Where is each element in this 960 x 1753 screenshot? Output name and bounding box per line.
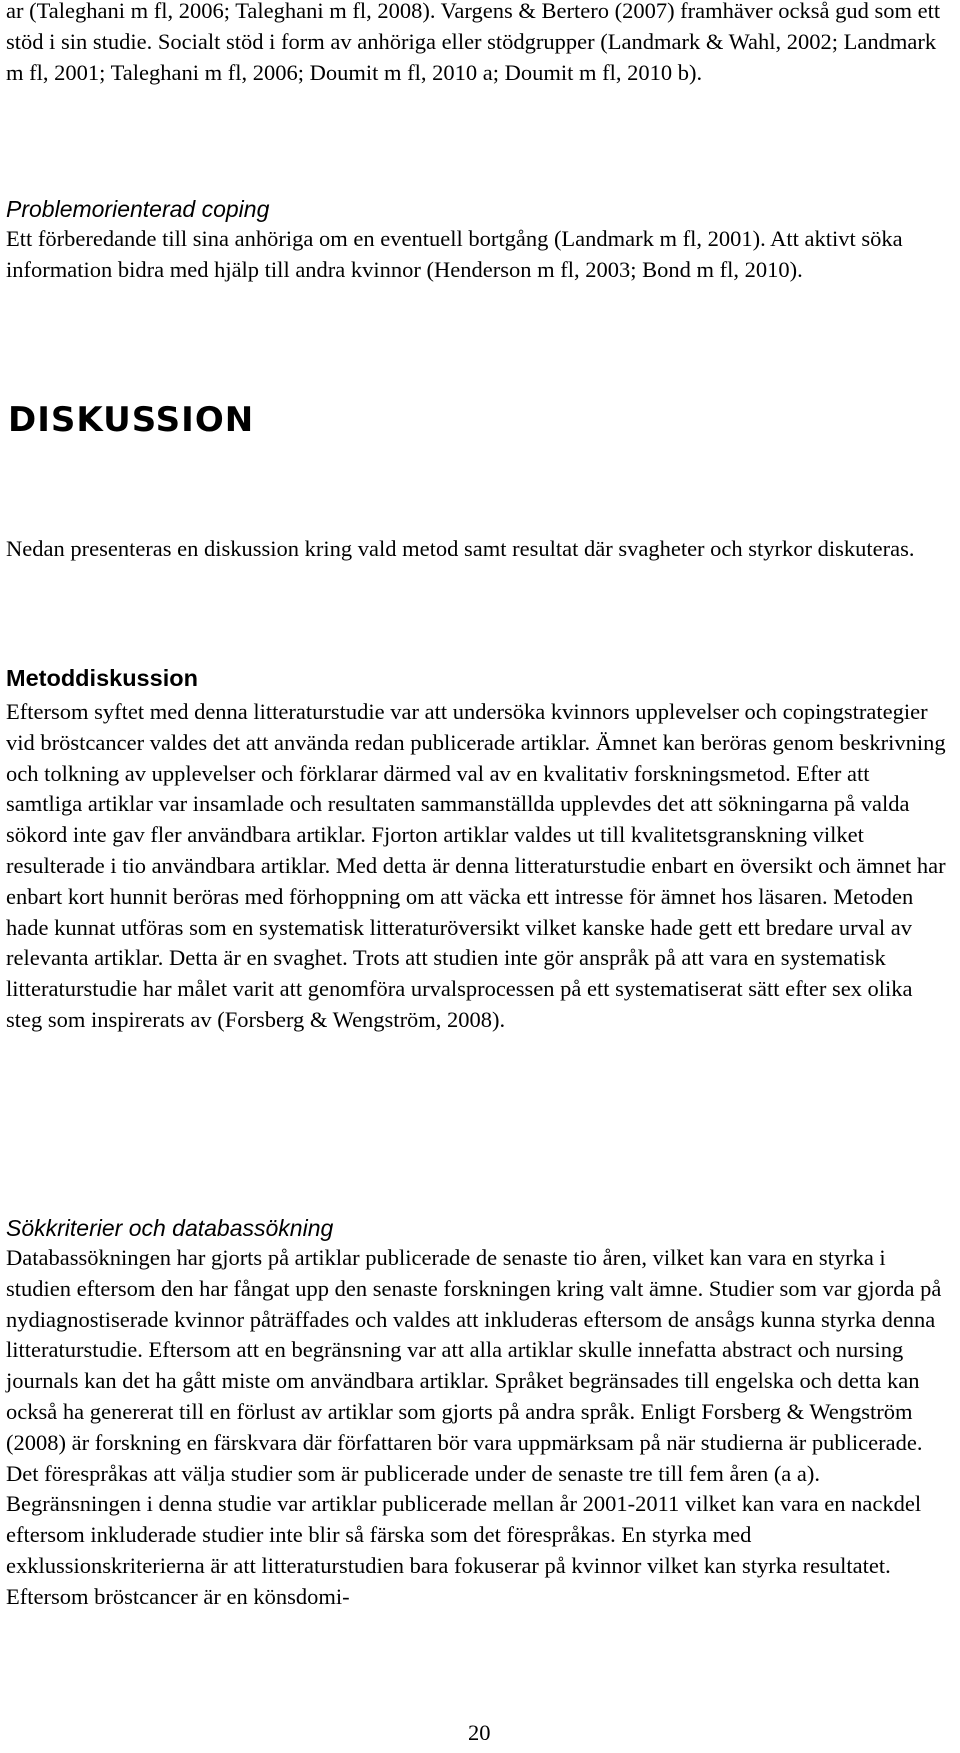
search-heading: Sökkriterier och databassökning: [6, 1215, 334, 1241]
page-title: DISKUSSION: [8, 400, 255, 440]
intro-paragraph: Nedan presenteras en diskussion kring vald metod samt resultat där svagheter och styrkor diskuteras.: [6, 536, 915, 561]
search-section: [6, 1213, 951, 1613]
method-heading: Metoddiskussion: [6, 665, 198, 691]
search-paragraph: Databassökningen har gjorts på artiklar publicerade de senaste tio åren, vilket kan vara en styrka i studien eftersom den har fångat upp den senaste forskningen kring valt ämne. Studier som var gjorda på nydiagnostiserade kvinnor påträffades och valdes att inkluderas eftersom de ansågs kunna styrka denna litteraturstudie. Eftersom att en begränsning var att alla artiklar skulle innefatta abstract och nursing journals kan det ha gått miste om användbara artiklar. Språket begränsades till engelska och detta kan också ha genererat till en förlust av artiklar som gjorts på andra språk. Enligt Forsberg & Wengström (2008) är forskning en färskvara där författaren bör vara uppmärksam på när studierna är publicerade. Det förespråkas att välja studier som är publicerade under de senaste tre till fem åren (a a). Begränsningen i denna studie var artiklar publicerade mellan år 2001-2011 vilket kan vara en nackdel eftersom inkluderade studier inte blir så färska som det förespråkas. En styrka med exklussionskriterierna är att litteraturstudien bara fokuserar på kvinnor vilket kan styrka resultatet. Eftersom bröstcancer är en könsdomi-: [6, 1245, 942, 1609]
document-page: [6, 0, 948, 1753]
method-paragraph: Eftersom syftet med denna litteraturstudie var att undersöka kvinnors upplevelser och copingstrategier vid bröstcancer valdes det att använda redan publicerade artiklar. Ämnet kan beröras genom beskrivning och tolkning av upplevelser och förklarar därmed val av en kvalitativ forskningsmetod. Efter att samtliga artiklar var insamlade och resultaten sammanställda upplevdes det att sökningarna på valda sökord inte gav fler användbara artiklar. Fjorton artiklar valdes ut till kvalitetsgranskning vilket resulterade i tio användbara artiklar. Med detta är denna litteraturstudie enbart en översikt och ämnet har enbart kort hunnit beröras med förhoppning om att väcka ett intresse för ämnet hos läsaren. Metoden hade kunnat utföras som en systematisk litteraturöversikt vilket kanske hade gett ett bredare urval av relevanta artiklar. Detta är en svaghet. Trots att studien inte gör anspråk på att vara en systematisk litteraturstudie har målet varit att genomföra urvalsprocessen på ett systematiserat sätt efter sex olika steg som inspirerats av (Forsberg & Wengström, 2008).: [6, 699, 946, 1032]
opening-paragraph: ar (Taleghani m fl, 2006; Taleghani m fl, 2008). Vargens & Bertero (2007) framhäver också gud som ett stöd i sin studie. Socialt stöd i form av anhöriga eller stödgrupper (Landmark & Wahl, 2002; Landmark m fl, 2001; Taleghani m fl, 2006; Doumit m fl, 2010 a; Doumit m fl, 2010 b).: [6, 0, 941, 85]
problem-section: [6, 194, 951, 286]
problem-heading: Problemorienterad coping: [6, 196, 270, 222]
page-number: 20: [468, 1720, 491, 1745]
problem-paragraph: Ett förberedande till sina anhöriga om en eventuell bortgång (Landmark m fl, 2001). Att aktivt söka information bidra med hjälp till andra kvinnor (Henderson m fl, 2003; Bond m fl, 2010).: [6, 226, 903, 282]
